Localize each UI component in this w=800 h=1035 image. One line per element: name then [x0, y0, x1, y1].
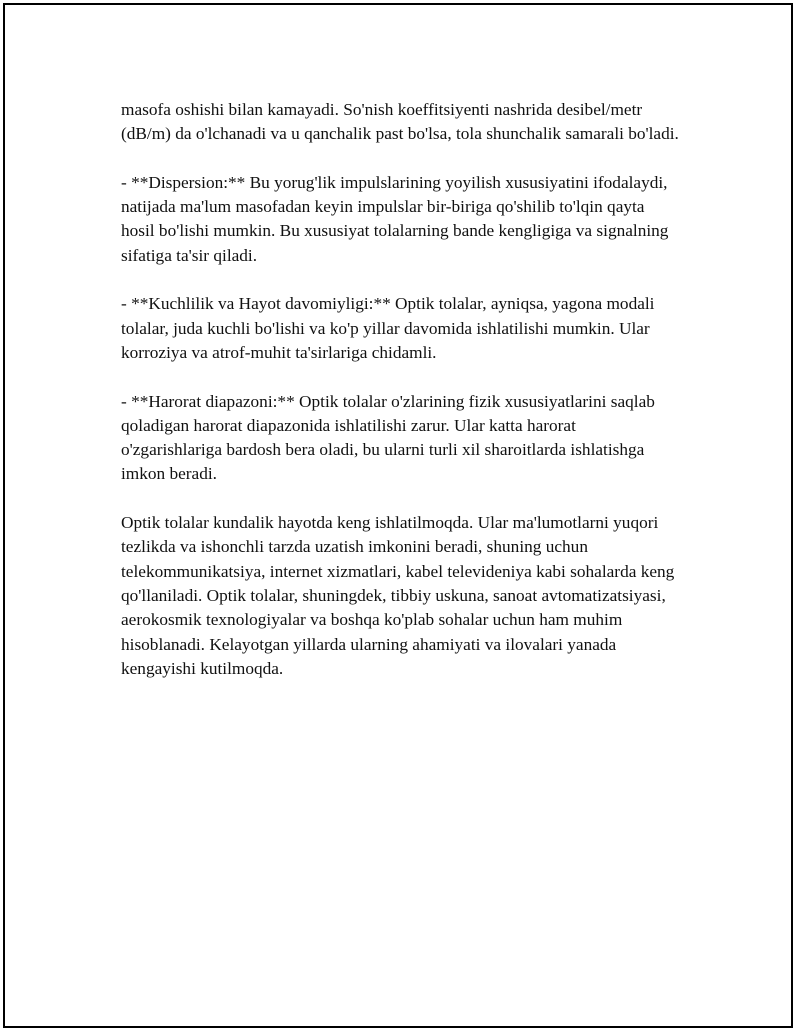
- document-page: [3, 3, 793, 1028]
- paragraph-strength-lifetime: - **Kuchlilik va Hayot davomiyligi:** Optik tolalar, ayniqsa, yagona modali tolalar, juda kuchli bo'lishi va ko'p yillar davomida ishlatilishi mumkin. Ular korroziya va atrof-muhit ta'sirlariga chidamli.: [121, 294, 655, 362]
- paragraph-dispersion: - **Dispersion:** Bu yorug'lik impulslarining yoyilish xususiyatini ifodalaydi, natijada ma'lum masofadan keyin impulslar bir-biriga qo'shilib to'lqin qayta hosil bo'lishi mumkin. Bu xususiyat tolalarning bande kengligiga va signalning sifatiga ta'sir qiladi.: [121, 172, 669, 265]
- paragraph-applications: Optik tolalar kundalik hayotda keng ishlatilmoqda. Ular ma'lumotlarni yuqori tezlikda va ishonchli tarzda uzatish imkonini beradi, shuning uchun telekommunikatsiya, internet xizmatlari, kabel televideniya kabi sohalarda keng qo'llaniladi. Optik tolalar, shuningdek, tibbiy uskuna, sanoat avtomatizatsiyasi, aerokosmik texnologiyalar va boshqa ko'plab sohalar uchun ham muhim hisoblanadi. Kelayotgan yillarda ularning ahamiyati va ilovalari yanada kengayishi kutilmoqda.: [121, 513, 675, 678]
- paragraph-temperature-range: - **Harorat diapazoni:** Optik tolalar o'zlarining fizik xususiyatlarini saqlab qoladigan harorat diapazonida ishlatilishi zarur. Ular katta harorat o'zgarishlariga bardosh bera oladi, bu ularni turli xil sharoitlarda ishlatishga imkon beradi.: [121, 391, 655, 484]
- paragraph-attenuation: masofa oshishi bilan kamayadi. So'nish koeffitsiyenti nashrida desibel/metr (dB/m) da o'lchanadi va u qanchalik past bo'lsa, tola shunchalik samarali bo'ladi.: [121, 100, 679, 144]
- page-body: [121, 98, 681, 705]
